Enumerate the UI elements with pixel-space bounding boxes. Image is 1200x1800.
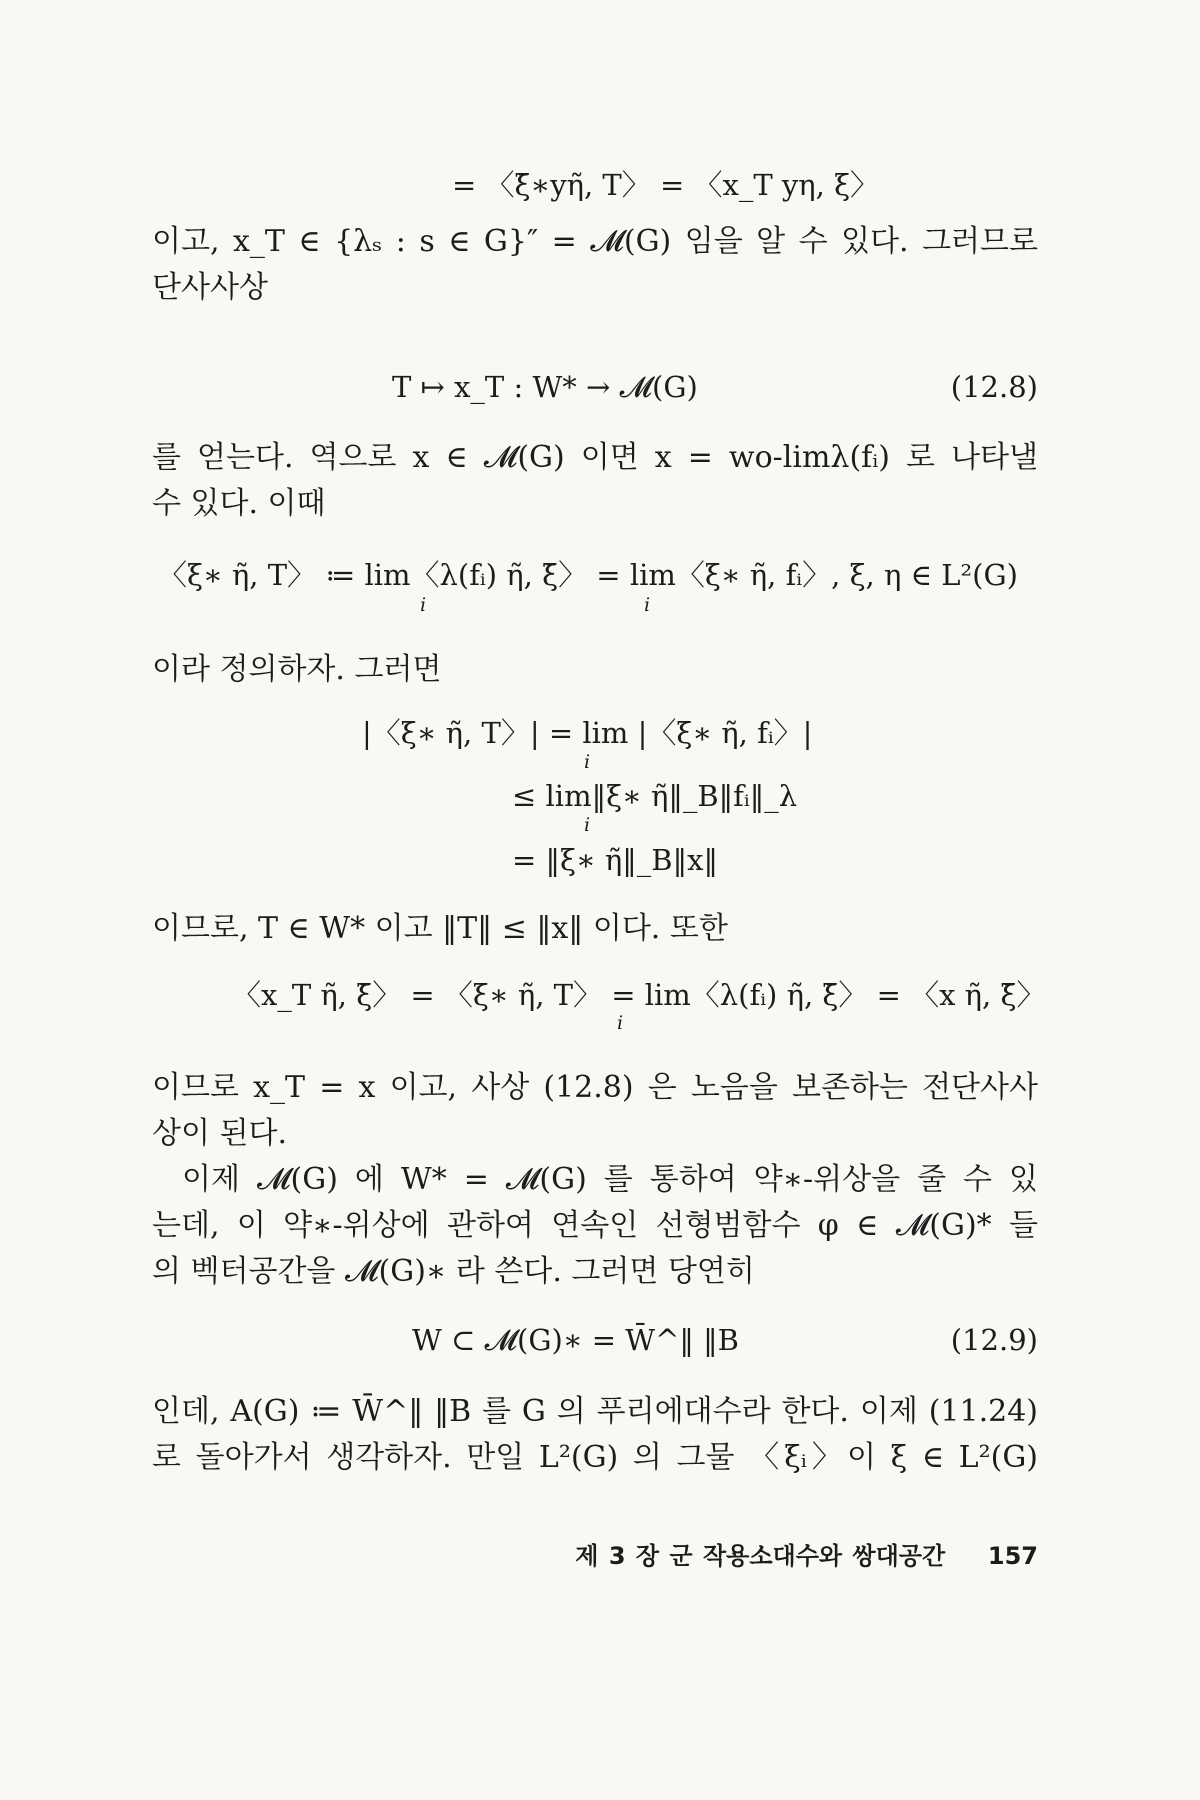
text-line-3: 를 얻는다. 역으로 x ∈ 𝓜(G) 이면 x = wo-limλ(fᵢ) 로 나타낼 bbox=[152, 440, 1038, 475]
equation-12-9: W ⊂ 𝓜(G)∗ = W̄^‖ ‖B bbox=[412, 1323, 739, 1357]
equation-definition: 〈ξ∗ η̃, T〉 ≔ lim〈λ(fᵢ) η̃, ξ̄〉 = lim〈ξ∗ η̃, fᵢ〉, ξ, η ∈ L²(G) bbox=[158, 558, 1018, 592]
limit-subscript-4: i bbox=[584, 814, 591, 836]
text-line-2: 단사사상 bbox=[152, 270, 268, 305]
equation-top: = 〈ξ̄∗yη̃, T〉 = 〈x_T yη, ξ〉 bbox=[452, 168, 880, 202]
text-line-6: 이므로, T ∈ W* 이고 ‖T‖ ≤ ‖x‖ 이다. 또한 bbox=[152, 911, 728, 946]
text-line-8: 상이 된다. bbox=[152, 1116, 287, 1151]
equation-align-2: ≤ lim‖ξ∗ η̃‖_B‖fᵢ‖_λ bbox=[512, 779, 798, 813]
page-footer bbox=[575, 1540, 1038, 1572]
limit-subscript-1: i bbox=[420, 594, 427, 616]
text-line-9: 이제 𝓜(G) 에 W* = 𝓜(G) 를 통하여 약∗-위상을 줄 수 있 bbox=[182, 1162, 1038, 1197]
text-line-5: 이라 정의하자. 그러면 bbox=[152, 652, 442, 687]
text-line-4: 수 있다. 이때 bbox=[152, 486, 326, 521]
equation-12-8: T ↦ x_T : W* → 𝓜(G) bbox=[392, 370, 698, 404]
text-line-12: 인데, A(G) ≔ W̄^‖ ‖B 를 G 의 푸리에대수라 한다. 이제 (11.24) bbox=[152, 1394, 1038, 1429]
text-line-10: 는데, 이 약∗-위상에 관하여 연속인 선형범함수 φ ∈ 𝓜(G)* 들 bbox=[152, 1208, 1038, 1243]
page-number: 157 bbox=[987, 1542, 1038, 1570]
text-line-13: 로 돌아가서 생각하자. 만일 L²(G) 의 그물 〈ξᵢ〉이 ξ ∈ L²(G) bbox=[152, 1440, 1038, 1475]
text-line-1: 이고, x_T ∈ {λₛ : s ∈ G}″ = 𝓜(G) 임을 알 수 있다. 그러므로 bbox=[152, 224, 1038, 259]
text-line-11: 의 벡터공간을 𝓜(G)∗ 라 쓴다. 그러면 당연히 bbox=[152, 1254, 755, 1289]
equation-number-12-8: (12.8) bbox=[950, 370, 1038, 404]
equation-align-3: = ‖ξ∗ η̃‖_B‖x‖ bbox=[512, 843, 718, 877]
equation-number-12-9: (12.9) bbox=[950, 1323, 1038, 1357]
text-line-7: 이므로 x_T = x 이고, 사상 (12.8) 은 노음을 보존하는 전단사사 bbox=[152, 1070, 1038, 1105]
equation-align-1: |〈ξ∗ η̃, T〉| = lim |〈ξ∗ η̃, fᵢ〉| bbox=[362, 716, 813, 750]
limit-subscript-3: i bbox=[584, 751, 591, 773]
equation-b: 〈x_T η̃, ξ̄〉 = 〈ξ∗ η̃, T〉 = lim〈λ(fᵢ) η̃, ξ̄〉 = 〈x η̃, ξ̄〉 bbox=[232, 978, 1046, 1012]
running-head: 제 3 장 군 작용소대수와 쌍대공간 bbox=[575, 1542, 946, 1570]
limit-subscript-2: i bbox=[644, 594, 651, 616]
limit-subscript-5: i bbox=[617, 1012, 624, 1034]
